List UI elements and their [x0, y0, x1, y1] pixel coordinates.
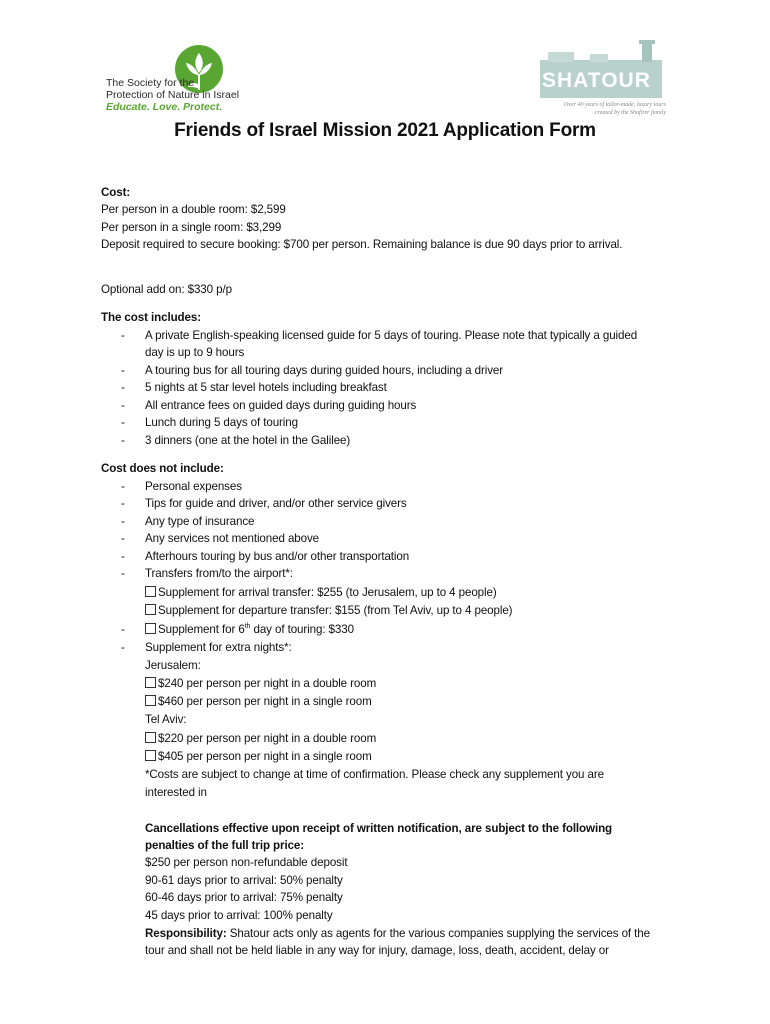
cancellation-line: $250 per person non-refundable deposit — [145, 856, 348, 869]
sixth-day-checkbox[interactable] — [145, 623, 156, 634]
costs-note-cont: interested in — [145, 786, 207, 799]
jer-double-label: $240 per person per night in a double room — [158, 677, 377, 690]
bullet-dash: - — [121, 364, 125, 377]
jer-double-checkbox[interactable] — [145, 677, 156, 688]
bullet-dash: - — [121, 567, 125, 580]
includes-item: A touring bus for all touring days during guided hours, including a driver — [145, 364, 504, 377]
cancellation-heading: Cancellations effective upon receipt of written notification, are subject to the following — [145, 822, 613, 835]
arrival-transfer-checkbox[interactable] — [145, 586, 156, 597]
bullet-dash: - — [121, 497, 125, 510]
excludes-item: Afterhours touring by bus and/or other transportation — [145, 550, 410, 563]
logo-text-line2: Protection of Nature in Israel — [106, 89, 240, 101]
bullet-dash: - — [121, 480, 125, 493]
bullet-dash: - — [121, 515, 125, 528]
page-title: Friends of Israel Mission 2021 Application Form — [174, 120, 596, 141]
shatour-caption2: created by the Shafirer family — [594, 110, 666, 116]
includes-item-cont: day is up to 9 hours — [145, 346, 245, 359]
arrival-transfer-option[interactable] — [145, 584, 497, 602]
society-logo — [106, 45, 246, 115]
excludes-item: Tips for guide and driver, and/or other service givers — [145, 497, 407, 510]
jerusalem-label: Jerusalem: — [145, 659, 201, 672]
jer-single-option[interactable] — [145, 693, 372, 711]
sixth-day-label-post: day of touring: $330 — [250, 623, 354, 636]
ta-single-label: $405 per person per night in a single room — [158, 750, 372, 763]
departure-transfer-checkbox[interactable] — [145, 604, 156, 615]
bullet-dash: - — [121, 399, 125, 412]
bullet-dash: - — [121, 434, 125, 447]
telaviv-label: Tel Aviv: — [145, 713, 187, 726]
cost-heading: Cost: — [101, 186, 131, 199]
cancellation-heading-cont: penalties of the full trip price: — [145, 839, 305, 852]
ta-single-option[interactable] — [145, 748, 372, 766]
logo-text-line1: The Society for the — [106, 77, 195, 89]
sixth-day-option[interactable] — [145, 621, 354, 639]
jer-single-checkbox[interactable] — [145, 695, 156, 706]
bullet-dash: - — [121, 416, 125, 429]
excludes-item: Personal expenses — [145, 480, 242, 493]
jerusalem-skyline-icon — [538, 40, 666, 100]
departure-transfer-label: Supplement for departure transfer: $155 (from Tel Aviv, up to 4 people) — [158, 604, 513, 617]
excludes-item: Transfers from/to the airport*: — [145, 567, 293, 580]
cancellation-line: 45 days prior to arrival: 100% penalty — [145, 909, 333, 922]
sixth-day-sup: th — [244, 623, 251, 631]
ta-single-checkbox[interactable] — [145, 750, 156, 761]
includes-item: A private English-speaking licensed guide for 5 days of touring. Please note that typically a guided — [145, 329, 638, 342]
shatour-logo — [538, 40, 666, 122]
excludes-item: Any services not mentioned above — [145, 532, 320, 545]
cancellation-line: 60-46 days prior to arrival: 75% penalty — [145, 891, 343, 904]
bullet-dash: - — [121, 623, 125, 636]
cost-deposit: Deposit required to secure booking: $700 per person. Remaining balance is due 90 days prior to arrival. — [101, 238, 623, 251]
responsibility-paragraph — [145, 925, 650, 943]
shatour-caption1: Over 40 years of tailor-made, luxury tours — [563, 102, 666, 108]
excludes-heading: Cost does not include: — [101, 462, 224, 475]
bullet-dash: - — [121, 329, 125, 342]
optional-addon: Optional add on: $330 p/p — [101, 283, 232, 296]
responsibility-label: Responsibility: — [145, 927, 227, 940]
sixth-day-label-pre: Supplement for 6 — [158, 623, 245, 636]
ta-double-option[interactable] — [145, 730, 376, 748]
cost-double: Per person in a double room: $2,599 — [101, 203, 286, 216]
responsibility-text: Shatour acts only as agents for the various companies supplying the services of the — [226, 927, 650, 940]
jer-double-option[interactable] — [145, 675, 376, 693]
includes-item: Lunch during 5 days of touring — [145, 416, 298, 429]
cancellation-line: 90-61 days prior to arrival: 50% penalty — [145, 874, 343, 887]
ta-double-checkbox[interactable] — [145, 732, 156, 743]
includes-item: 5 nights at 5 star level hotels including breakfast — [145, 381, 387, 394]
bullet-dash: - — [121, 550, 125, 563]
costs-note: *Costs are subject to change at time of confirmation. Please check any supplement you are — [145, 768, 604, 781]
departure-transfer-option[interactable] — [145, 602, 512, 620]
extra-nights-label: Supplement for extra nights*: — [145, 641, 292, 654]
includes-item: All entrance fees on guided days during guiding hours — [145, 399, 417, 412]
bullet-dash: - — [121, 381, 125, 394]
ta-double-label: $220 per person per night in a double room — [158, 732, 377, 745]
jer-single-label: $460 per person per night in a single room — [158, 695, 372, 708]
cost-single: Per person in a single room: $3,299 — [101, 221, 282, 234]
shatour-wordmark: SHATOUR — [542, 69, 651, 92]
responsibility-text-cont: tour and shall not be held liable in any way for injury, damage, loss, death, accident, delay or — [145, 944, 609, 957]
includes-item: 3 dinners (one at the hotel in the Galilee) — [145, 434, 351, 447]
logo-tagline: Educate. Love. Protect. — [106, 101, 223, 113]
excludes-item: Any type of insurance — [145, 515, 255, 528]
arrival-transfer-label: Supplement for arrival transfer: $255 (to Jerusalem, up to 4 people) — [158, 586, 497, 599]
bullet-dash: - — [121, 532, 125, 545]
includes-heading: The cost includes: — [101, 311, 201, 324]
bullet-dash: - — [121, 641, 125, 654]
